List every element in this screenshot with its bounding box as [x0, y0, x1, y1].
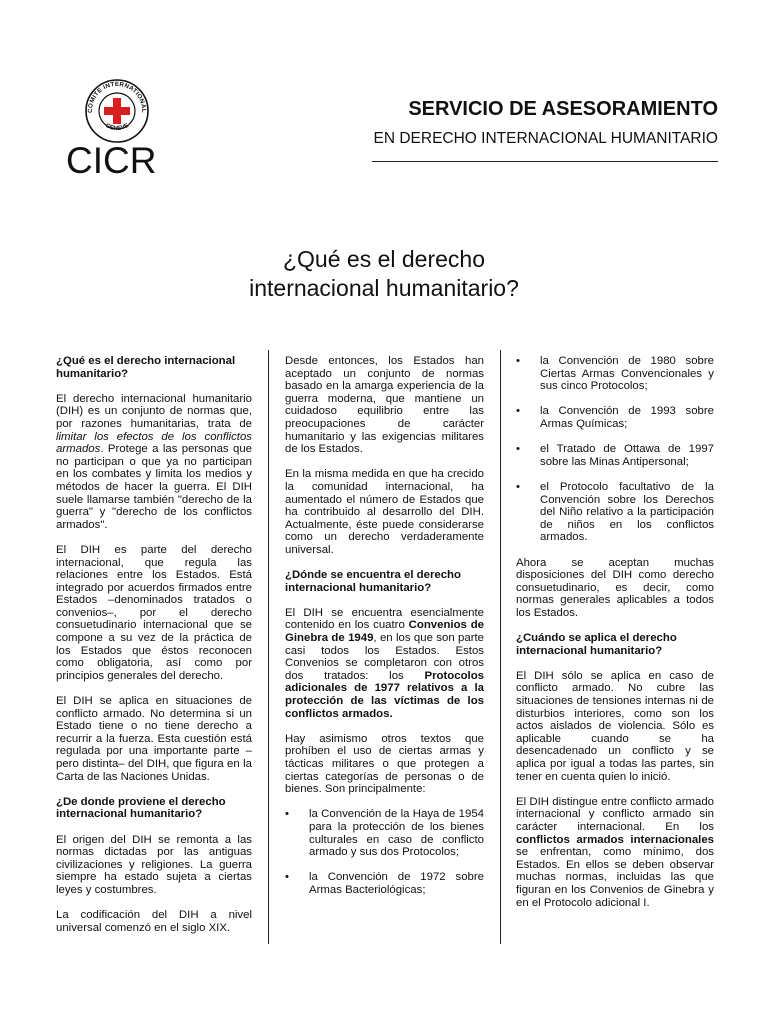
list-item-text: la Convención de 1972 sobre Armas Bacteriológicas; — [309, 871, 484, 896]
section-heading: ¿Dónde se encuentra el derecho internacional humanitario? — [285, 569, 461, 594]
paragraph: La codificación del DIH a nivel universal comenzó en el siglo XIX. — [56, 909, 252, 934]
list-item-text: la Convención de 1980 sobre Ciertas Armas Convencionales y sus cinco Protocolos; — [540, 355, 714, 393]
svg-text:GENEVE: GENEVE — [104, 122, 130, 133]
text-run: El DIH distingue entre conflicto armado internacional y conflicto armado sin carácter internacional. En los — [516, 795, 714, 833]
page-title-line-1: ¿Qué es el derecho — [282, 246, 485, 272]
bullet-icon: • — [516, 480, 520, 493]
paragraph: El DIH se aplica en situaciones de conflicto armado. No determina si un Estado tiene o no tiene derecho a recurrir a la fuerza. Esta cuestión está regulada por una importante parte – pero distinta– del DIH, que figura en la Carta de las Naciones Unidas. — [56, 695, 252, 783]
bullet-icon: • — [285, 808, 289, 821]
list-item-text: el Tratado de Ottawa de 1997 sobre las Minas Antipersonal; — [540, 443, 714, 468]
bullet-icon: • — [516, 405, 520, 418]
list-item-text: la Convención de la Haya de 1954 para la protección de los bienes culturales en caso de conflicto armado y sus dos Protocolos; — [309, 808, 484, 859]
section-heading: ¿Cuándo se aplica el derecho internacional humanitario? — [516, 632, 677, 657]
list-item — [516, 355, 714, 393]
paragraph — [516, 796, 714, 909]
paragraph: El DIH es parte del derecho internacional, que regula las relaciones entre los Estados. Está integrado por acuerdos firmados entre Estados –denominados tratados o convenios–, por el derecho consuetudinario internacional que se compone a su vez de la práctica de los Estados que éstos reconocen como obligatoria, así como por principios generales del derecho. — [56, 543, 252, 682]
list-item — [516, 405, 714, 430]
page-title — [0, 245, 768, 303]
paragraph: El DIH sólo se aplica en caso de conflicto armado. No cubre las situaciones de tensiones internas ni de disturbios interiores, como son los actos aislados de violencia. Sólo es aplicable cuando se ha desencadenado un conflicto y se aplica por igual a todas las partes, sin tener en cuenta quien lo inició. — [516, 669, 714, 783]
column-divider — [500, 350, 501, 944]
bold-text-run: Convenios de Ginebra de 1949 — [285, 619, 484, 645]
section-heading: ¿De donde proviene el derecho internacional humanitario? — [56, 795, 226, 821]
bullet-icon: • — [285, 871, 289, 884]
paragraph: Ahora se aceptan muchas disposiciones del DIH como derecho consuetudinario, es decir, como normas generales aplicables a todos los Estados. — [516, 556, 714, 619]
list-item — [516, 443, 714, 468]
service-subtitle: EN DERECHO INTERNACIONAL HUMANITARIO — [373, 130, 718, 147]
service-title: SERVICIO DE ASESORAMIENTO — [408, 98, 718, 120]
list-item-text: la Convención de 1993 sobre Armas Químicas; — [540, 405, 714, 430]
list-item — [285, 871, 484, 896]
paragraph: Hay asimismo otros textos que prohíben el uso de ciertas armas y tácticas militares o que protegen a ciertas categorías de personas o de bienes. Son principalmente: — [285, 732, 484, 796]
section-heading: ¿Qué es el derecho internacional humanitario? — [56, 355, 236, 380]
cicr-logo — [66, 70, 170, 186]
bold-text-run: conflictos armados internacionales — [516, 833, 714, 846]
paragraph — [285, 607, 484, 720]
red-cross-seal-icon — [84, 78, 150, 144]
bullet-icon: • — [516, 355, 520, 367]
column-1 — [56, 355, 252, 947]
bullet-icon: • — [516, 443, 520, 456]
italic-text-run: limitar los efectos de los conflictos armados — [56, 430, 252, 456]
text-run: . Protege a las personas que no participan o que ya no participan en los combates y limita los medios y métodos de hacer la guerra. El DIH suele llamarse también "derecho de la guerra" y "derecho de los conflictos armados". — [56, 443, 252, 531]
text-run: El derecho internacional humanitario (DIH) es un conjunto de normas que, por razones humanitarias, trata de — [56, 392, 252, 430]
text-run: El DIH se encuentra esencialmente contenido en los cuatro — [285, 606, 484, 632]
header-rule — [372, 161, 718, 162]
paragraph: En la misma medida en que ha crecido la comunidad internacional, ha aumentado el número de Estados que ha contribuido al desarrollo del DIH. Actualmente, éste puede considerarse como un derecho verdaderamente universal. — [285, 468, 484, 556]
list-item — [285, 808, 484, 858]
text-run: se enfrentan, como mínimo, dos Estados. En ellos se deben observar muchas normas, incluidas las que figuran en los Convenios de Ginebra y en el Protocolo adicional I. — [516, 846, 714, 909]
list-item — [516, 481, 714, 544]
cicr-wordmark: CICR — [66, 140, 157, 181]
column-3 — [516, 355, 714, 922]
paragraph: El origen del DIH se remonta a las normas dictadas por las antiguas civilizaciones y religiones. La guerra siempre ha estado sujeta a ciertas leyes y costumbres. — [56, 833, 252, 896]
text-run: , en los que son parte casi todos los Estados. Estos Convenios se completaron con otros dos tratados: los — [285, 632, 484, 682]
svg-text:COMITE INTERNATIONAL: COMITE INTERNATIONAL — [86, 80, 148, 114]
column-divider — [268, 350, 269, 944]
list-item-text: el Protocolo facultativo de la Convención sobre los Derechos del Niño relativo a la participación de niños en los conflictos armados. — [540, 480, 714, 544]
bold-text-run: Protocolos adicionales de 1977 relativos a la protección de las víctimas de los conflictos armados. — [285, 669, 484, 720]
paragraph: Desde entonces, los Estados han aceptado un conjunto de normas basado en la amarga experiencia de la guerra moderna, que mantiene un cuidadoso equilibrio entre las preocupaciones de carácter humanitario y las exigencias militares de los Estados. — [285, 355, 484, 456]
column-2 — [285, 355, 484, 909]
page-title-line-2: internacional humanitario? — [249, 275, 519, 301]
paragraph — [56, 393, 252, 532]
